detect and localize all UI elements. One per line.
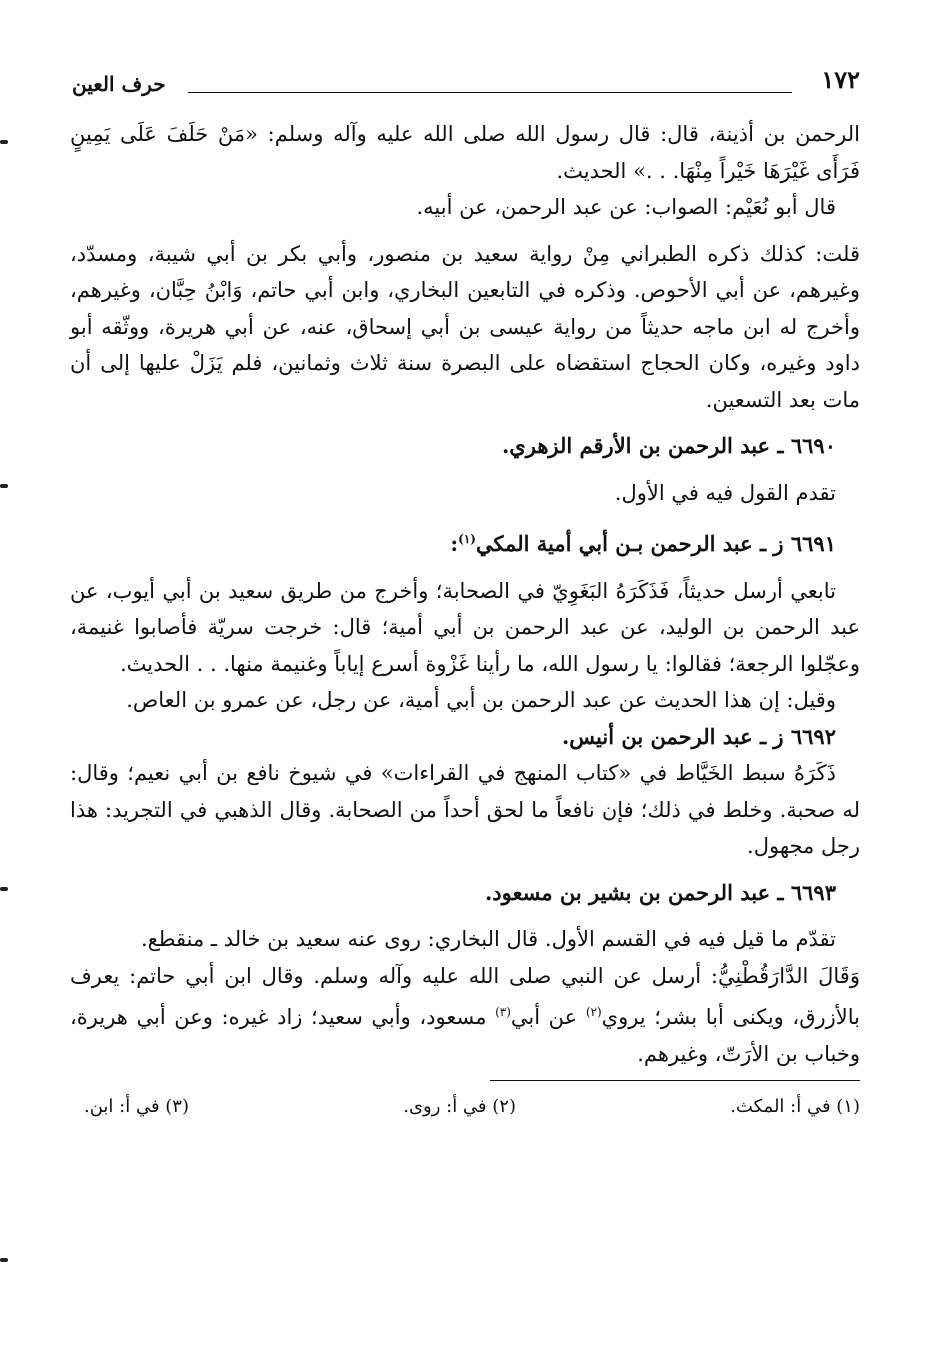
entry-6693-text2-part-c: مسعود، وأبي سعيد؛ زاد غيره: وعن أبي هريرة، وخباب بن الأرَتّ، وغيرهم.	[70, 1005, 860, 1066]
scan-margin-mark	[0, 1258, 8, 1262]
entry-6692-title: ٦٦٩٢ ز ـ عبد الرحمن بن أنيس.	[561, 723, 836, 749]
footnotes	[70, 1095, 860, 1119]
paragraph-commentary: قلت: كذلك ذكره الطبراني مِنْ رواية سعيد بن منصور، وأبي بكر بن أبي شيبة، ومسدّد، وغيرهم، عن أبي الأحوص. وذكره في التابعين البخاري، وابن أبي حاتم، وَابْنُ حِبَّان، وغيرهم، وأخرج له ابن ماجه حديثاً من رواية عيسى بن أبي إسحاق، عنه، عن أبي هريرة، ووثّقه أبو داود وغيره، وكان الحجاج استقضاه على البصرة سنة ثلاث وثمانين، فلم يَزَلْ عليها إلى أن مات بعد التسعين.	[70, 241, 861, 412]
paragraph-abu-nuaym: قال أبو نُعَيْم: الصواب: عن عبد الرحمن، عن أبيه.	[416, 195, 836, 219]
book-page	[70, 62, 860, 1352]
entry-6691-note: وقيل: إن هذا الحديث عن عبد الرحمن بن أبي أمية، عن رجل، عن عمرو بن العاص.	[126, 688, 836, 712]
entry-6691-colon: :	[450, 531, 459, 556]
section-title: حرف العين	[72, 72, 166, 96]
footnote-ref-2: (٢)	[585, 1005, 602, 1019]
entry-6693-title: ٦٦٩٣ ـ عبد الرحمن بن بشير بن مسعود.	[484, 879, 836, 905]
entry-6692-text: ذَكَرَهُ سبط الخَيَّاط في «كتاب المنهج في القراءات» في شيوخ نافع بن أبي نعيم؛ وقال: له صحبة. وخلط في ذلك؛ فإن نافعاً ما لحق أحداً من الصحابة. وقال الذهبي في التجريد: هذا رجل مجهول.	[70, 761, 860, 858]
page-number: ١٧٢	[821, 65, 860, 94]
header-rule	[188, 92, 792, 93]
entry-6691-name: ٦٦٩١ ز ـ عبد الرحمن بـن أبي أمية المكي	[475, 531, 836, 556]
entry-6693-text2-part-a: وَقَالَ الدَّارَقُطْنِيُّ: أرسل عن النبي صلى الله عليه وآله وسلم. وقال ابن أبي حاتم: يعرف بالأزرق، ويكنى أبا بشر؛ يروي	[70, 963, 860, 1029]
entry-6691-text: تابعي أرسل حديثاً، فَذَكَرَهُ البَغَوِيّ في الصحابة؛ وأخرج من طريق سعيد بن أبي أيوب، عن عبد الرحمن بن الوليد، عن عبد الرحمن بن أبي أمية؛ قال: خرجت سريّة فأصابوا غنيمة، وعجّلوا الرجعة؛ فقالوا: يا رسول الله، ما رأينا غَزْوة أسرع إياباً وغنيمة منها. . . الحديث.	[70, 578, 860, 676]
footnote-rule	[490, 1080, 860, 1081]
entry-6690-title: ٦٦٩٠ ـ عبد الرحمن بن الأرقم الزهري.	[502, 433, 836, 458]
footnote-3: (٣) في أ: ابن.	[84, 1096, 189, 1117]
page-body	[70, 116, 860, 1072]
scan-margin-mark	[0, 140, 8, 144]
footnote-1: (١) في أ: المكث.	[730, 1096, 860, 1117]
footnote-ref-1: (١)	[458, 532, 476, 546]
scan-margin-mark	[0, 484, 8, 488]
entry-6691-title	[70, 521, 860, 563]
footnote-2: (٢) في أ: روى.	[403, 1096, 516, 1117]
scan-margin-mark	[0, 887, 8, 891]
entry-6690-text: تقدم القول فيه في الأول.	[614, 480, 836, 505]
entry-6693-text2-part-b: عن أبي	[510, 1005, 586, 1029]
entry-6693-text2	[70, 958, 860, 1073]
running-header	[70, 62, 860, 102]
entry-6693-text1: تقدّم ما قيل فيه في القسم الأول. قال البخاري: روى عنه سعيد بن خالد ـ منقطع.	[140, 927, 836, 951]
footnote-ref-3: (٣)	[495, 1005, 511, 1019]
paragraph-hadith: الرحمن بن أذينة، قال: قال رسول الله صلى الله عليه وآله وسلم: «مَنْ حَلَفَ عَلَى يَمِينٍ فَرَأَى غَيْرَهَا خَيْراً مِنْهَا. . .» الحديث.	[70, 122, 860, 183]
